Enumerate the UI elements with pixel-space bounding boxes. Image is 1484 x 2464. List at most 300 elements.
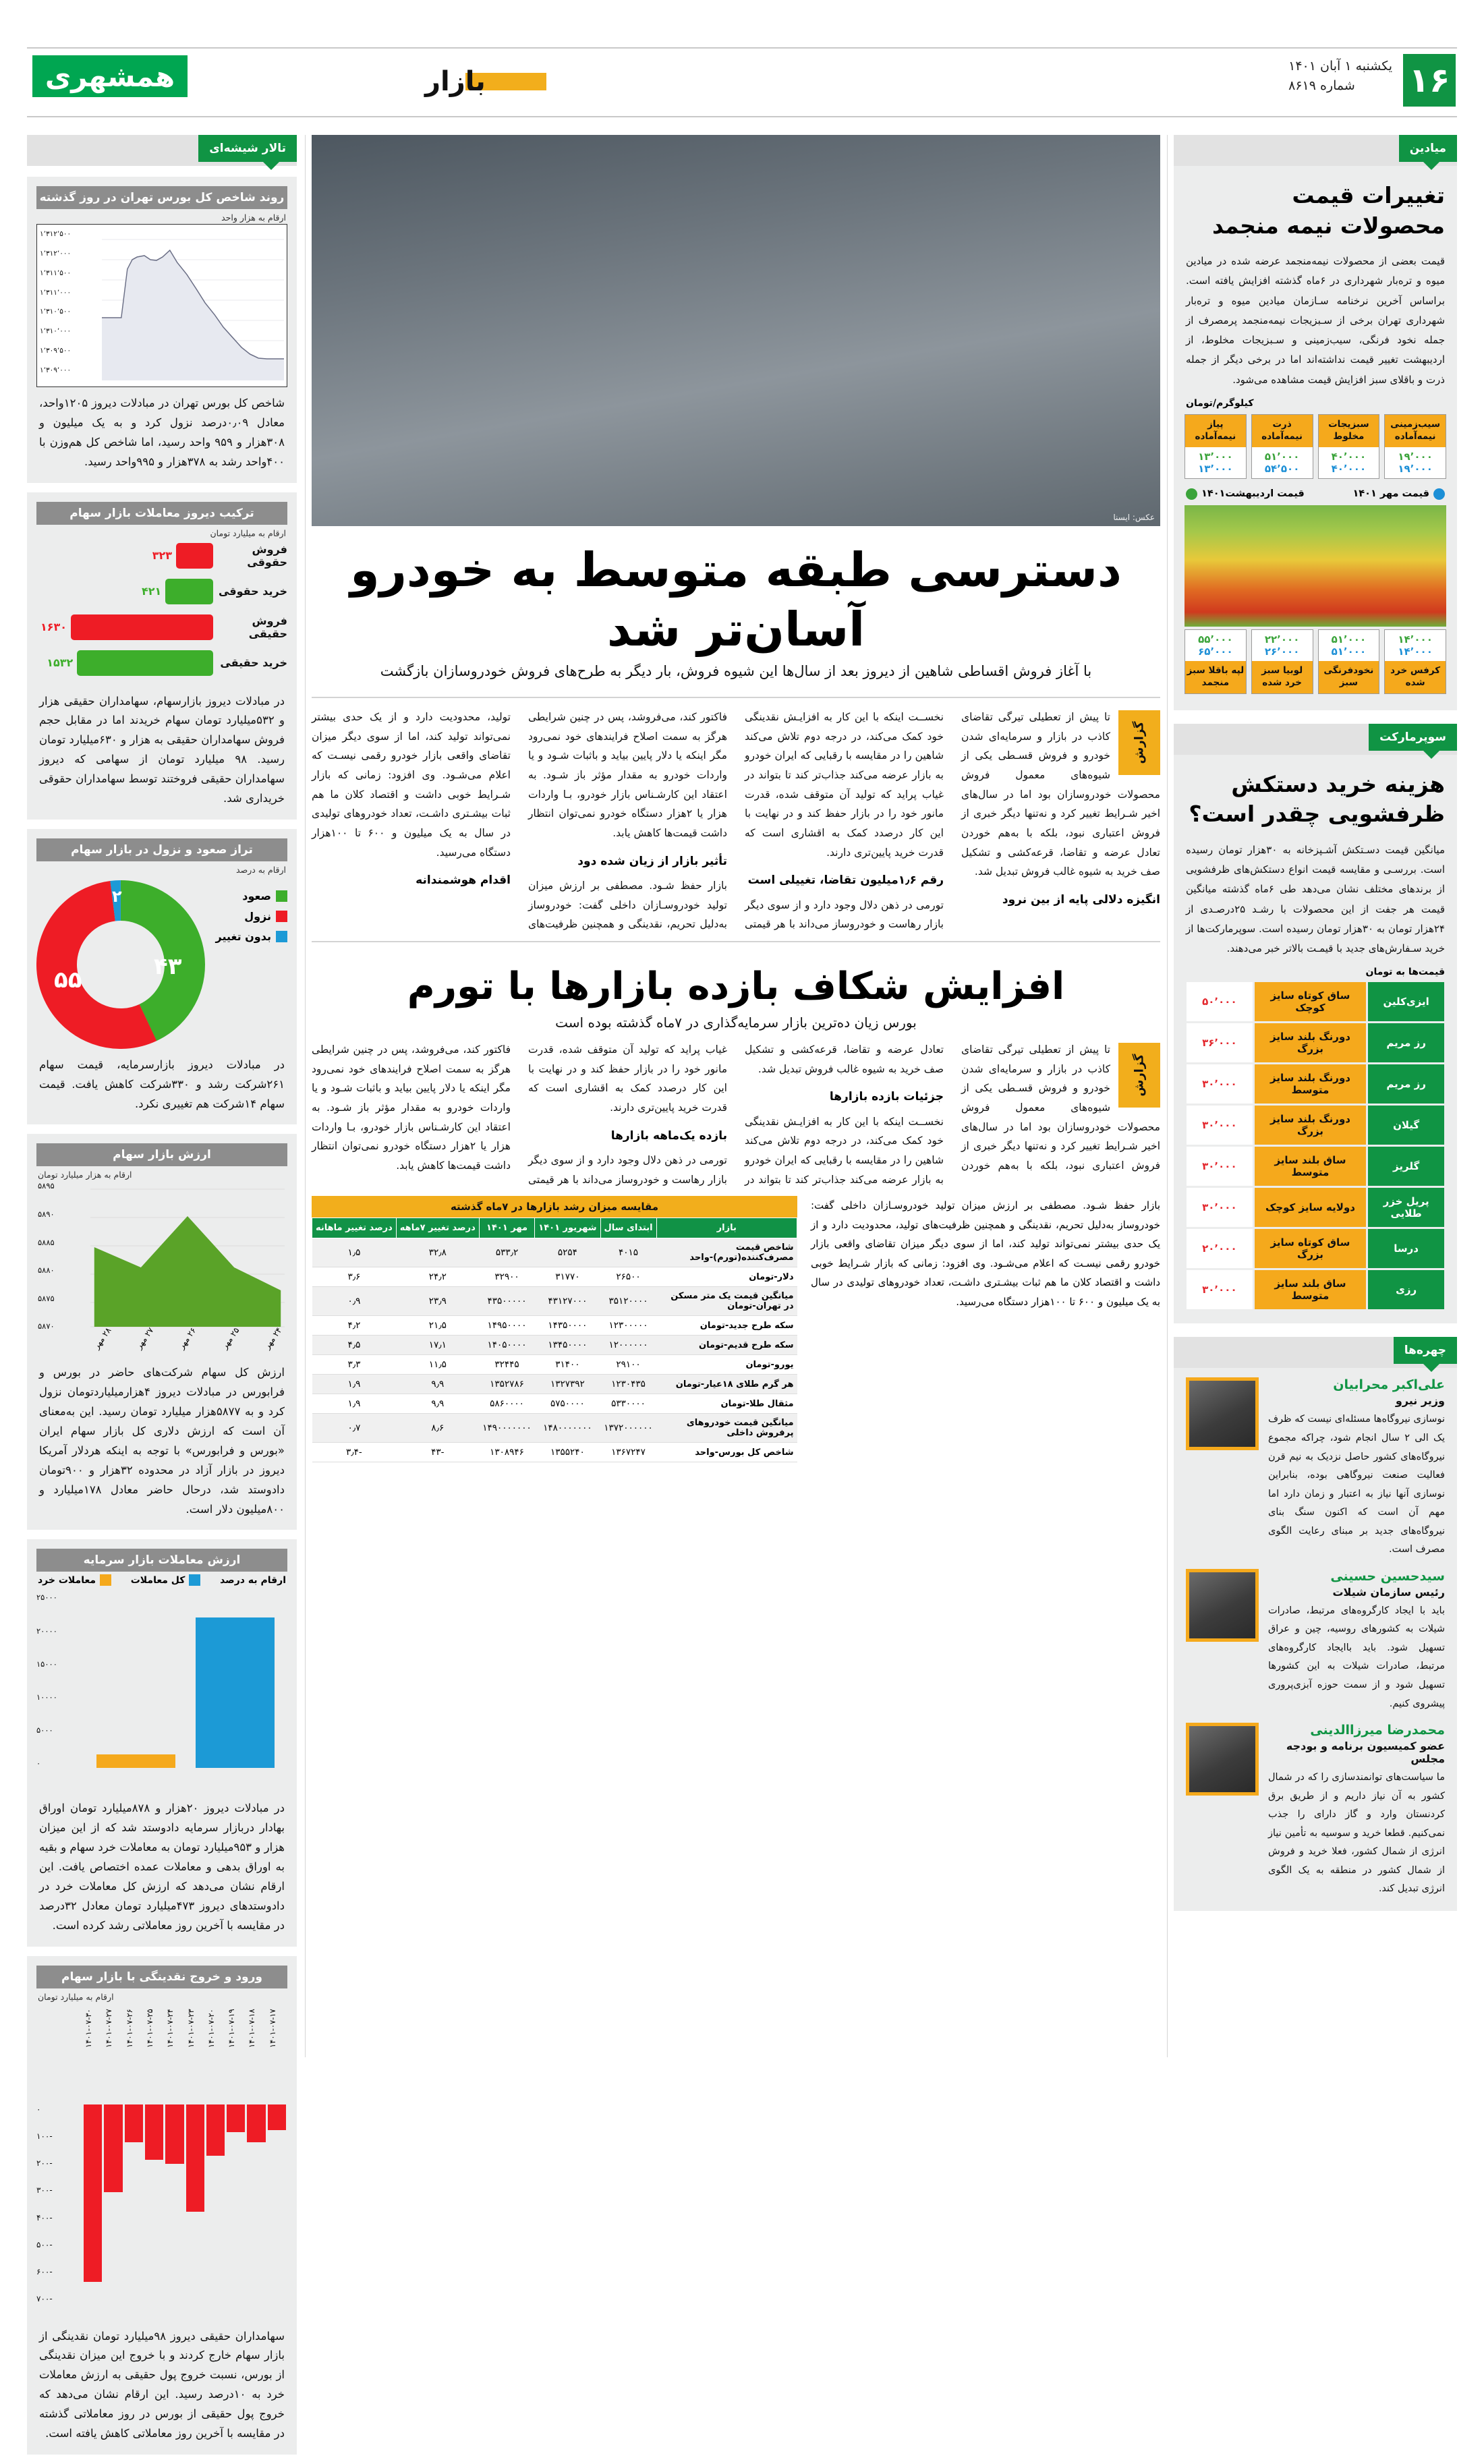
bar — [145, 2104, 163, 2160]
price-card-value-new: ۱۴٬۰۰۰ — [1398, 645, 1433, 658]
table-row[interactable] — [312, 1443, 797, 1462]
panel-miadin-tagbar — [1174, 135, 1457, 166]
price-card[interactable] — [1185, 629, 1247, 694]
table-row[interactable] — [1187, 982, 1444, 1021]
negative-bar-chart — [36, 2003, 287, 2320]
panel-description: در مبادلات دیروز بازارسهام، سهامداران حقیقی هزار و ۵۳۲میلیارد تومان سهام خریدند اما در مقابل حجم فروش سهامداران حقیقی به هزار و ۶۳۰میلیارد تومان رسید. ۹۸ میلیارد تومان از سهامی که دیروز سهامداران حقیقی فروختند توسط سهامداران حقوقی خریداری شد. — [39, 694, 285, 805]
y-tick: ۵۸۸۵ — [38, 1237, 55, 1247]
price-card-name: سیب‌زمینی نیمه‌آماده — [1385, 415, 1446, 447]
paragraph: نخســت اینکه با این کار به افزایـش نقدینگی خود کمک می‌کند، در درجه دوم تلاش می‌کند شاهین را در مقایسه با رقبایی که ایران خودرو به بازار عرضه می‌کند جذاب‌تر کند تا بتواند در غیاب پراید که تولید آن متوقف شده، قدرت مانور خود را در بازار حفظ کند و در نهایت با این کار درصدد کمک به اقشاری است که قدرت خرید پایین‌تری دارند. — [745, 711, 944, 859]
section-tag — [425, 66, 546, 97]
main-column — [312, 135, 1160, 1462]
column-bar-retail — [96, 1754, 176, 1769]
page-number-text: ۱۶ — [1408, 61, 1450, 100]
face-text — [1268, 1377, 1445, 1559]
panel-faces-tag[interactable]: چهره‌ها — [1394, 1337, 1457, 1364]
legend-item-mehr — [1352, 488, 1445, 500]
col-pct7: درصد تغییر ۷ماهه — [396, 1218, 479, 1238]
price-cards-top — [1174, 411, 1457, 483]
area-chart-x-axis — [90, 1325, 285, 1351]
x-tick: ۱۴۰۱-۰۷-۱۹ — [227, 2008, 237, 2048]
x-tick: ۱۴۰۱-۰۷-۲۶ — [124, 2008, 134, 2048]
panel-supermarket — [1174, 724, 1457, 1324]
panel-supermarket-tag[interactable]: سوپرمارکت — [1369, 724, 1457, 751]
face-name: محمدرضا میرزاالدینی — [1310, 1723, 1445, 1738]
legend-swatch-blue-icon — [189, 1574, 200, 1586]
brand-cell: رز مریم — [1368, 1064, 1444, 1104]
cell-shahrivar: ۴۳۱۲۷۰۰۰ — [535, 1287, 600, 1316]
hbar-fill — [176, 543, 213, 569]
bar — [268, 2104, 286, 2130]
legend-label: بدون تغییر — [215, 929, 271, 943]
x-tick: ۱۴۰۱-۰۷-۳۰ — [84, 2008, 94, 2048]
cell-pctmonth: ۱٫۵ — [312, 1238, 397, 1267]
secondary-title: افزایش شکاف بازده بازارها با تورم — [407, 965, 1065, 1009]
panel-unit: ارقام به میلیارد تومان — [38, 1991, 114, 2002]
bar — [84, 2104, 102, 2282]
y-tick: ۲۰۰۰۰ — [36, 1626, 57, 1636]
secondary-subtitle: بورس زیان ده‌ترین بازار سرمایه‌گذاری در ۷ماه گذشته بوده است — [555, 1014, 917, 1031]
col-mehr: مهر ۱۴۰۱ — [479, 1218, 535, 1238]
masthead — [0, 40, 1484, 121]
cell-shahrivar: ۱۳۵۵۲۴۰ — [535, 1443, 600, 1462]
report-badge-2-label: گزارش — [1132, 1054, 1147, 1097]
hbar-wrap — [36, 543, 213, 569]
price-card-value-new: ۶۵٬۰۰۰ — [1198, 645, 1233, 658]
bar — [227, 2104, 245, 2132]
price-card-value-old: ۱۳٬۰۰۰ — [1198, 450, 1233, 463]
line-chart-y-axis — [40, 229, 102, 384]
negative-bar-x-axis — [84, 2009, 286, 2102]
panel-supermarket-unit: قیمت‌ها به تومان — [1365, 967, 1445, 978]
brand-cell: درسا — [1368, 1229, 1444, 1268]
legend-swatch-orange-icon — [100, 1574, 111, 1586]
price-legend — [1174, 483, 1457, 503]
col-start: ابتدای سال — [600, 1218, 656, 1238]
area-chart — [36, 1181, 287, 1356]
face-name: سیدحسین حسینی — [1330, 1568, 1445, 1584]
price-card-value-new: ۱۹٬۰۰۰ — [1398, 462, 1433, 475]
page-number-badge — [1403, 54, 1456, 107]
face-role: عضو کمیسیون برنامه و بودجه مجلس — [1286, 1740, 1445, 1766]
table-header-row — [312, 1218, 797, 1238]
cell-pct7: ۳۲٫۸ — [396, 1238, 479, 1267]
face-entry[interactable] — [1174, 1368, 1457, 1559]
cell-pctmonth: ۰٫۷ — [312, 1414, 397, 1443]
donut-label-up: ۴۳ — [154, 952, 182, 980]
brand-logo[interactable] — [32, 55, 188, 97]
price-card[interactable] — [1318, 414, 1380, 479]
line-chart-svg — [102, 229, 284, 384]
hbar-label: فروش حقیقی — [248, 614, 287, 640]
y-tick: ۱۰۰۰۰ — [36, 1692, 57, 1702]
x-tick: ۲۵ مهر — [219, 1325, 241, 1351]
column-bar-total — [196, 1617, 275, 1769]
face-text — [1268, 1723, 1445, 1899]
panel-unit: ارقام به هزار واحد — [221, 212, 286, 223]
cell-market: یورو-تومان — [656, 1355, 797, 1375]
subheading: رقم ۱٫۶میلیون تقاضا، تغییلی است — [747, 873, 944, 888]
avatar — [1186, 1723, 1259, 1796]
cell-market: دلار-تومان — [656, 1267, 797, 1287]
price-card-value-new: ۵۴٬۵۰۰ — [1264, 462, 1300, 475]
cell-market: سکه طرح قدیم-تومان — [656, 1336, 797, 1355]
face-name: علی‌اکبر محرابیان — [1333, 1377, 1445, 1393]
divider — [312, 697, 1160, 698]
y-tick: ۵۸۹۵ — [38, 1181, 55, 1191]
panel-index-trend — [27, 177, 297, 483]
price-cell: ۳۶٬۰۰۰ — [1187, 1023, 1253, 1062]
panel-advance-decline — [27, 829, 297, 1125]
table-row[interactable] — [312, 1375, 797, 1394]
y-tick: -۷۰۰ — [36, 2294, 53, 2304]
x-tick: ۱۴۰۱-۰۷-۲۴ — [165, 2008, 175, 2048]
legend-label-total: کل معاملات — [130, 1574, 186, 1586]
y-tick: ۱٬۳۱۱٬۵۰۰ — [40, 268, 72, 277]
table-row[interactable] — [312, 1267, 797, 1287]
hbar-label: فروش حقوقی — [247, 542, 287, 569]
price-cell: ۳۰٬۰۰۰ — [1187, 1188, 1253, 1227]
hbar-label: خرید حقوقی — [218, 585, 287, 598]
price-card[interactable] — [1251, 629, 1313, 694]
table-row[interactable] — [312, 1238, 797, 1267]
panel-title: ورود و خروج نقدینگی با بازار سهام — [36, 1966, 287, 1988]
table-side-text: بازار حفظ شـود. مصطفی بر ارزش میزان تولید خودروسـازان داخلی گفت: خودروساز به‌دلیل تحریم، نقدینگی و همچنین ظرفیت‌های تولید، محدودیت دارد و از یک حدی بیشتر نمی‌تواند تولید کند، اما از سوی دیگر میزان تقاضای واقعی بازار خودرو رقمی نیسـت که اعلام می‌شـود. وی افزود: زمانی که بازار شـرایط خوبی داشت و اقتصاد کلان ما هم ثبات بیشـتری داشـت، تعداد خودروهای تولیدی در سال به یک میلیون و ۶۰۰ تا ۱۰۰هزار دستگاه می‌رسید. — [811, 1199, 1160, 1308]
masthead-rule-top — [27, 47, 1457, 49]
price-card-value-new: ۵۱٬۰۰۰ — [1331, 645, 1367, 658]
paragraph: بازار حفظ شـود. مصطفی بر ارزش میزان تولید خودروسـازان داخلی گفت: خودروساز به‌دلیل تحریم، نقدینگی و همچنین ظرفیت‌های تولید، محدودیت دارد و از یک حدی بیشتر نمی‌تواند تولید کند، اما از سوی دیگر میزان تقاضای واقعی بازار خودرو رقمی نیسـت که اعلام می‌شـود. وی افزود: زمانی که بازار شـرایط خوبی داشت و اقتصاد کلان ما هم ثبات بیشـتری داشـت، تعداد خودروهای تولیدی در سال به یک میلیون و ۶۰۰ تا ۱۰۰هزار دستگاه می‌رسید. — [312, 711, 727, 931]
price-card-value-new: ۲۶٬۰۰۰ — [1264, 645, 1300, 658]
description-cell: دورنگ بلند سایز بزرگ — [1255, 1106, 1366, 1145]
column-chart-legend — [36, 1572, 287, 1590]
legend-label-ordibehesht: قیمت اردیبهشت۱۴۰۱ — [1201, 488, 1305, 500]
y-tick: ۰ — [36, 1758, 41, 1769]
panel-miadin-title: تغییرات قیمت محصولات نیمه منجمد — [1211, 182, 1445, 239]
market-comparison-table — [312, 1196, 797, 1462]
legend-dot-blue-icon — [1433, 488, 1445, 500]
subheading: تأثیر بازار از زیان شده دود — [577, 854, 727, 868]
hbar-wrap — [36, 614, 213, 640]
cell-start: ۱۳۷۲۰۰۰۰۰۰ — [600, 1414, 656, 1443]
cell-mehr: ۵۳۳٫۲ — [479, 1238, 535, 1267]
legend-item-retail — [38, 1574, 111, 1586]
description-cell: دورنگ بلند سایز بزرگ — [1255, 1023, 1366, 1062]
table-body — [312, 1238, 797, 1462]
price-card-name: سبزیجات مخلوط — [1319, 415, 1379, 447]
hbar-chart — [36, 540, 287, 677]
price-card-value-old: ۱۴٬۰۰۰ — [1398, 633, 1433, 646]
cell-start: ۴۰۱۵ — [600, 1238, 656, 1267]
panel-supermarket-tagbar — [1174, 724, 1457, 755]
table-caption: مقایسه میزان رشد بازارها در ۷ماه گذشته — [312, 1196, 797, 1217]
description-cell: ساق کوتاه سایز کوچک — [1255, 982, 1366, 1021]
legend-item-total — [131, 1574, 201, 1586]
legend-item-up — [205, 890, 287, 902]
cell-pctmonth: ۳٫۳ — [312, 1355, 397, 1375]
cell-shahrivar: ۵۲۵۴ — [535, 1238, 600, 1267]
panel-supermarket-title: هزینه خرید دستکش ظرفشویی چقدر است؟ — [1189, 770, 1445, 828]
bar — [165, 2104, 183, 2165]
y-tick: ۱۵۰۰۰ — [36, 1659, 57, 1669]
paragraph: نخســت اینکه با این کار به افزایـش نقدینگی خود کمک می‌کند، در درجه دوم تلاش می‌کند شاهین را در مقایسه با رقبایی که ایران خودرو به بازار عرضه می‌کند جذاب‌تر کند تا بتواند در غیاب پراید که تولید آن متوقف شده، قدرت مانور خود را در بازار حفظ کند و در نهایت با این کار درصدد کمک به اقشاری است که قدرت خرید پایین‌تری دارند. — [528, 1043, 944, 1186]
face-text — [1268, 1569, 1445, 1713]
face-role: رئیس سازمان شیلات — [1332, 1585, 1445, 1599]
hbar-fill — [77, 650, 213, 676]
paragraph: تورمی در ذهن دلال وجود دارد و از سوی دیگر بازار رهاست و خودروساز می‌داند با هر قیمتی فاکتور کند، می‌فروشد، پس در چنین شرایطی هرگز به سمت اصلاح فرایندهای خود نمی‌رود مگر اینکه یا دلار پایین بیاید و باثبات شـود و یا واردات خودرو به مقدار مؤثر باز شـود. به اعتقاد این کارشـناس بازار خودرو، بـا واردات هزار یا ۲هزار دستگاه خودرو نمی‌توان انتظار داشت قیمت‌ها کاهش یابد. — [312, 1043, 727, 1186]
cell-shahrivar: ۵۷۵۰۰۰۰ — [535, 1394, 600, 1414]
x-tick: ۲۶ مهر — [177, 1325, 198, 1351]
column-chart-y-axis — [36, 1593, 84, 1768]
panel-miadin-unit: کیلوگرم/تومان — [1186, 397, 1254, 409]
y-tick: ۱٬۳۱۲٬۵۰۰ — [40, 230, 72, 238]
face-quote: باید با ایجاد کارگروه‌های مرتبط، صادرات شیلات به کشورهای روسیه، چین و عراق تسهیل شود. باید باایجاد کارگروه‌های مرتبط، صادرات شیلات به این کشورها تسهیل شود و از سمت حوزه آبزی‌پروری پیشروی کنیم. — [1268, 1605, 1445, 1709]
panel-title: ارزش معاملات بازار سرمایه — [36, 1549, 287, 1572]
price-card-value-old: ۵۱٬۰۰۰ — [1264, 450, 1300, 463]
bar — [104, 2104, 122, 2192]
price-card[interactable] — [1384, 629, 1446, 694]
y-tick: ۱٬۳۰۹٬۵۰۰ — [40, 347, 72, 355]
hbar-fill — [165, 579, 213, 604]
table-row[interactable] — [312, 1336, 797, 1355]
cell-mehr: ۳۲۹۰۰ — [479, 1267, 535, 1287]
price-card-value-old: ۱۹٬۰۰۰ — [1398, 450, 1433, 463]
price-card-name: کرفس خرد شده — [1385, 661, 1446, 693]
donut-label-flat: ۲ — [112, 886, 122, 906]
donut-legend — [205, 880, 287, 950]
hbar-label: خرید حقیقی — [220, 656, 287, 669]
brand-cell: گیلان — [1368, 1106, 1444, 1145]
cell-pct7: ۱۱٫۵ — [396, 1355, 479, 1375]
price-cards-bottom — [1174, 627, 1457, 698]
price-cell: ۳۰٬۰۰۰ — [1187, 1147, 1253, 1186]
face-role: وزیر نیرو — [1395, 1394, 1445, 1408]
cell-start: ۱۲۳۰۰۰۰۰ — [600, 1316, 656, 1336]
cell-shahrivar: ۱۴۳۵۰۰۰۰ — [535, 1316, 600, 1336]
legend-swatch-blue-icon — [276, 931, 287, 942]
table-row[interactable] — [1187, 1023, 1444, 1062]
negative-bar-y-axis — [36, 2104, 81, 2304]
face-quote: ما سیاست‌های توانمندسازی را که در شمال کشور به آن نیاز داریم و از طریق برق کردنستان وارد و گاز دارای را جذب نمی‌کنیم. قطعا خرید و سوسیه به تأمین نیاز انرژی از شمال کشور، فعلا خرید و فروش از شمال کشور در منطقه به یک الگوی انرژی تبدیل کند. — [1268, 1772, 1445, 1895]
cell-pctmonth: ۱٫۹ — [312, 1375, 397, 1394]
legend-item-down — [205, 910, 287, 923]
table-row[interactable] — [312, 1355, 797, 1375]
price-card[interactable] — [1185, 414, 1247, 479]
y-tick: ۵۰۰۰ — [36, 1725, 53, 1736]
cell-pctmonth: -۳٫۴ — [312, 1443, 397, 1462]
cell-shahrivar: ۳۱۷۷۰ — [535, 1267, 600, 1287]
cell-pctmonth: ۳٫۶ — [312, 1267, 397, 1287]
y-tick: ۵۸۷۰ — [38, 1321, 55, 1331]
y-tick: -۴۰۰ — [36, 2212, 53, 2223]
cell-pct7: ۲۱٫۵ — [396, 1316, 479, 1336]
cell-pctmonth: ۴٫۲ — [312, 1316, 397, 1336]
glove-price-table — [1174, 980, 1457, 1311]
vegetables-photo — [1185, 505, 1446, 627]
subheading: اقدام هوشمندانه — [416, 873, 511, 888]
panel-description: شاخص کل بورس تهران در مبادلات دیروز ۱۲۰۵واحد، معادل ۰٫۰۹درصد نزول کرد و به یک میلیون و ۳۰۸هزار و ۹۵۹ واحد رسید، اما شاخص کل هم‌وزن با ۴۰۰واحد رشد به ۳۷۸هزار و ۹۹۵واحد رسید. — [39, 397, 285, 468]
x-tick: ۲۸ مهر — [91, 1325, 113, 1351]
cell-shahrivar: ۱۴۸۰۰۰۰۰۰۰ — [535, 1414, 600, 1443]
price-card-value-old: ۲۲٬۰۰۰ — [1264, 633, 1300, 646]
x-tick: ۱۴۰۱-۰۷-۲۰ — [206, 2008, 216, 2048]
price-cell: ۵۰٬۰۰۰ — [1187, 982, 1253, 1021]
masthead-rule-bottom — [27, 116, 1457, 117]
cell-market: هر گرم طلای ۱۸عیار-تومان — [656, 1375, 797, 1394]
table-row[interactable] — [1187, 1188, 1444, 1227]
table-row[interactable] — [1187, 1147, 1444, 1186]
table-and-text — [312, 1196, 1160, 1462]
cell-start: ۳۵۱۲۰۰۰۰ — [600, 1287, 656, 1316]
cell-start: ۲۹۱۰۰ — [600, 1355, 656, 1375]
line-chart-plot — [102, 229, 284, 384]
left-tagbar — [27, 135, 297, 166]
price-card[interactable] — [1384, 414, 1446, 479]
hbar-value: ۳۲۳ — [152, 549, 172, 562]
area-chart-svg — [90, 1185, 285, 1331]
legend-item-unit — [220, 1575, 286, 1586]
panel-title: ارزش بازار سهام — [36, 1143, 287, 1166]
legend-swatch-red-icon — [276, 911, 287, 922]
bar — [186, 2104, 204, 2212]
subheading: جزئیات بازده بازارها — [829, 1090, 944, 1104]
hbar-row — [36, 578, 287, 605]
face-entry[interactable] — [1174, 1559, 1457, 1713]
cell-market: سکه طرح جدید-تومان — [656, 1316, 797, 1336]
description-cell: ساق بلند سایز متوسط — [1255, 1270, 1366, 1309]
cell-pctmonth: ۴٫۵ — [312, 1336, 397, 1355]
subheading: بازده یک‌ماهه بازارها — [610, 1128, 727, 1143]
article-body-2 — [312, 1040, 1160, 1189]
cell-pct7: ۹٫۹ — [396, 1394, 479, 1414]
cell-market: میانگین قیمت خودروهای پرفروش داخلی — [656, 1414, 797, 1443]
price-card-value-old: ۴۰٬۰۰۰ — [1331, 450, 1367, 463]
cell-mehr: ۴۳۵۰۰۰۰۰ — [479, 1287, 535, 1316]
table-row[interactable] — [312, 1414, 797, 1443]
donut-label-down: ۵۵ — [54, 966, 82, 994]
dateline — [1288, 57, 1392, 95]
price-cell: ۳۰٬۰۰۰ — [1187, 1064, 1253, 1104]
hbar-fill — [71, 614, 213, 640]
hero-photo — [312, 135, 1160, 526]
y-tick: ۱٬۳۱۲٬۰۰۰ — [40, 249, 72, 258]
cell-start: ۵۳۳۰۰۰۰ — [600, 1394, 656, 1414]
cell-start: ۲۶۵۰۰ — [600, 1267, 656, 1287]
panel-miadin-tag[interactable]: میادین — [1399, 135, 1457, 162]
panel-description: ارزش کل سهام شرکت‌های حاضر در بورس و فرابورس در مبادلات دیروز ۴هزارمیلیاردتومان نزول کرد و به ۵۸۷۷هزار میلیارد تومان رسید. این به‌معنای آن است که ارزش دلاری کل بازار سهام ایران «بورس و فرابورس» با توجه به اینکه هردلار آمریکا دیروز در بازار آزاد در محدوده ۳۲هزار و ۹۰۰تومان دادوستد شد، درحال حاضر معادل ۱۷۸میلیارد و ۸۰۰میلیون دلار است. — [39, 1366, 285, 1516]
price-card-value-new: ۱۳٬۰۰۰ — [1198, 462, 1233, 475]
description-cell: ساق بلند سایز متوسط — [1255, 1147, 1366, 1186]
dateline-date: یکشنبه ۱ آبان ۱۴۰۱ — [1288, 59, 1392, 74]
cell-market: میانگین قیمت یک متر مسکن در تهران-تومان — [656, 1287, 797, 1316]
line-chart — [36, 224, 287, 387]
cell-mehr: ۱۳۵۲۷۸۶ — [479, 1375, 535, 1394]
dateline-issue: شماره ۸۶۱۹ — [1288, 78, 1355, 93]
left-sidebar-tag[interactable]: تالار شیشه‌ای — [198, 135, 297, 162]
left-sidebar — [27, 135, 297, 2464]
panel-description: سهامداران حقیقی دیروز ۹۸میلیارد تومان نقدینگی از بازار سهام خارج کردند و با خروج این میزان نقدینگی از بورس، نسبت خروج پول حقیقی به ارزش معاملات خرد به ۱۰درصد رسید. این ارقام نشان می‌دهد که خروج پول حقیقی از بورس در روز معاملاتی گذشته در مقایسه با آخرین روز معاملاتی کاهش یافته است. — [39, 2329, 285, 2440]
table-row[interactable] — [312, 1287, 797, 1316]
paragraph: تا پیش از تعطیلی تیرگی تقاضای کاذب در بازار و سرمایه‌ای شدن خودرو و فروش قسـطی یکی از شیوه‌های معمول فروش محصولات خودروسازان بود اما در سال‌های اخیر شـرایط تغییر کرد و نه‌تنها دیگر خبری از فروش اعتباری نبود، بلکه با به‌هم خوردن تعادل عرضه و تقاضا، قرعه‌کشی و تشکیل صف خرید به شیوه غالب فروش تبدیل شد. — [961, 711, 1160, 878]
panel-faces-tagbar — [1174, 1337, 1457, 1368]
page-subtitle: با آغاز فروش اقساطی شاهین از دیروز بعد از سال‌ها این شیوه فروش، بار دیگر به طرح‌های فروش خودروسازان بازگشت — [380, 663, 1092, 679]
cell-pct7: ۹٫۹ — [396, 1375, 479, 1394]
price-card[interactable] — [1251, 414, 1313, 479]
table-row[interactable] — [312, 1316, 797, 1336]
area-chart-plot — [90, 1185, 285, 1331]
y-tick: ۱٬۳۱۰٬۵۰۰ — [40, 308, 72, 316]
hbar-row — [36, 650, 287, 677]
brand-cell: رز مریم — [1368, 1023, 1444, 1062]
table-row[interactable] — [1187, 1106, 1444, 1145]
hbar-value: ۴۲۱ — [141, 585, 162, 598]
bar — [206, 2104, 225, 2156]
y-tick: -۶۰۰ — [36, 2267, 53, 2277]
report-badge — [1118, 710, 1160, 775]
x-tick: ۱۴۰۱-۰۷-۱۷ — [267, 2008, 277, 2048]
cell-shahrivar: ۱۳۴۵۰۰۰۰ — [535, 1336, 600, 1355]
panel-unit: ارقام به هزار میلیارد تومان — [38, 1170, 132, 1180]
hbar-value: ۱۶۳۰ — [40, 621, 67, 633]
panel-unit: ارقام به درصد — [236, 864, 286, 875]
right-sidebar — [1174, 135, 1457, 1924]
brand-logo-text: همشهری — [45, 59, 175, 93]
cell-mehr: ۱۴۹۵۰۰۰۰ — [479, 1316, 535, 1336]
panel-description: در مبادلات دیروز بازارسرمایه، قیمت سهام ۲۶۱شرکت رشد و ۳۳۰شرکت کاهش یافت. قیمت سهام ۱۴شرکت هم تغییری نکرد. — [39, 1058, 285, 1110]
cell-start: ۱۲۳۰۴۳۵ — [600, 1375, 656, 1394]
column-divider-left — [305, 135, 306, 2057]
y-tick: -۱۰۰ — [36, 2131, 53, 2141]
hbar-row — [36, 614, 287, 641]
y-tick: -۳۰۰ — [36, 2185, 53, 2196]
price-card-value-old: ۵۱٬۰۰۰ — [1331, 633, 1367, 646]
x-tick: ۱۴۰۱-۰۷-۲۷ — [104, 2008, 114, 2048]
table-row[interactable] — [312, 1394, 797, 1414]
col-pctmonth: درصد تغییر ماهانه — [312, 1218, 397, 1238]
legend-label: صعود — [242, 889, 271, 902]
bar — [247, 2104, 265, 2142]
panel-liquidity-flow — [27, 1956, 297, 2455]
cell-mehr: ۳۲۴۴۵ — [479, 1355, 535, 1375]
description-cell: ساق کوتاه سایز بزرگ — [1255, 1229, 1366, 1268]
face-entry[interactable] — [1174, 1713, 1457, 1899]
panel-miadin-body: قیمت بعضی از محصولات نیمه‌منجمد عرضه شده در میادین میوه و تره‌بار شهرداری در ۶ماه گذشته افزایش یافته است. براساس آخرین نرخنامه سـازمان میادین میوه و تره‌بار شهرداری تهران برخی از سـبزیجات نیمه‌منجمد پرمصرف از جمله نخود فرنگی، سیب‌زمینی و سـبزیجات مخلوط، از اردیبهشت تغییر قیمت نداشته‌اند اما در برخی دیگر از جمله ذرت و باقلای سبز افزایش قیمت مشاهده می‌شود. — [1186, 255, 1445, 386]
panel-trade-composition — [27, 492, 297, 820]
col-market: بازار — [656, 1218, 797, 1238]
panel-supermarket-body: میانگین قیمت دسـتکش آشـپزخانه به ۳۰هزار تومان رسیده است. بررسـی و مقایسه قیمت انواع دستکش‌های ظرفشویی از برندهای مختلف نشان می‌دهد طی ۶ماه گذشته میانگین قیمت هر جفت از این محصولات با رشـد ۲۵درصـدی از ۲۴هزار تومان به ۳۰هزار تومان رسیده است. سوپرمارکت‌ها از خرید سـفارش‌های جدید با قیمـت بالاتر خبر می‌دهند. — [1186, 843, 1445, 955]
price-card[interactable] — [1318, 629, 1380, 694]
price-card-value-old: ۵۵٬۰۰۰ — [1198, 633, 1233, 646]
cell-pct7: ۱۷٫۱ — [396, 1336, 479, 1355]
table-row[interactable] — [1187, 1064, 1444, 1104]
comparison-table-wrap — [312, 1196, 797, 1462]
table-row[interactable] — [1187, 1270, 1444, 1309]
cell-market: مثقال طلا-تومان — [656, 1394, 797, 1414]
report-badge-label: گزارش — [1132, 721, 1147, 764]
table-row[interactable] — [1187, 1229, 1444, 1268]
donut-chart — [36, 876, 287, 1049]
subheading: انگیزه دلالی پایه از بین نرود — [1002, 893, 1160, 907]
brand-cell: پریل خزر طلایی — [1368, 1188, 1444, 1227]
paragraph: تورمی در ذهن دلال وجود دارد و از سوی دیگر بازار رهاست و خودروساز می‌داند با هر قیمتی فاکتور کند، می‌فروشد، پس در چنین شرایطی هرگز به سمت اصلاح فرایندهای خود نمی‌رود مگر اینکه یا دلار پایین بیاید و باثبات شـود و یا واردات خودرو به مقدار مؤثر باز شـود. به اعتقاد این کارشـناس بازار خودرو، بـا واردات هزار یا ۲هزار دستگاه خودرو نمی‌توان انتظار داشت قیمت‌ها کاهش یابد. — [528, 711, 944, 931]
panel-market-value — [27, 1134, 297, 1530]
price-card-value-new: ۴۰٬۰۰۰ — [1331, 462, 1367, 475]
cell-shahrivar: ۱۳۲۷۳۹۲ — [535, 1375, 600, 1394]
y-tick: ۱٬۳۱۱٬۰۰۰ — [40, 288, 72, 297]
y-tick: ۵۸۹۰ — [38, 1209, 55, 1219]
panel-description: در مبادلات دیروز ۲۰هزار و ۸۷۸میلیارد تومان اوراق بهادار دربازار سرمایه دادوستد شد که از این میزان هزار و ۹۵۳میلیارد تومان به معاملات خرد سهام و بقیه به اوراق بدهی و معاملات عمده اختصاص یافت. این ارقام نشان می‌دهد که ارزش کل معاملات خرد در دادوستدهای دیروز ۴۷۳میلیارد تومان معادل ۳۲درصد در مقایسه با آخرین روز معاملاتی رشد کرده است. — [39, 1802, 285, 1932]
donut-graphic — [36, 880, 205, 1049]
panel-faces — [1174, 1337, 1457, 1910]
